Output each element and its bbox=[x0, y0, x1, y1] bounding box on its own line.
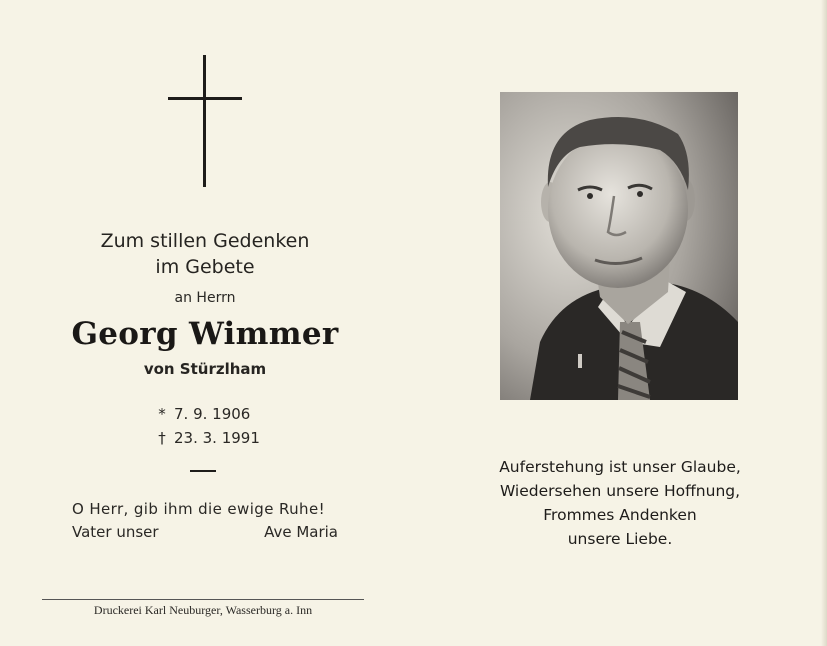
prayer-ave-maria: Ave Maria bbox=[264, 523, 338, 541]
birth-date: 7. 9. 1906 bbox=[174, 405, 251, 423]
footer-rule bbox=[42, 599, 364, 600]
death-date: 23. 3. 1991 bbox=[174, 429, 260, 447]
deceased-name: Georg Wimmer bbox=[71, 316, 339, 352]
card-edge bbox=[821, 0, 827, 646]
birth-row bbox=[150, 402, 260, 426]
memorial-intro bbox=[40, 228, 370, 280]
prayer-vater-unser: Vater unser bbox=[72, 523, 159, 541]
divider-dash bbox=[190, 470, 216, 472]
prayer-line: O Herr, gib ihm die ewige Ruhe! bbox=[72, 500, 325, 518]
death-dagger-icon: † bbox=[158, 429, 166, 447]
honorific: an Herrn bbox=[174, 290, 236, 306]
death-row bbox=[150, 426, 260, 450]
cross-icon bbox=[168, 55, 242, 187]
life-dates bbox=[150, 402, 260, 450]
verse-line-3: Frommes Andenken bbox=[543, 506, 697, 524]
intro-line-2: im Gebete bbox=[155, 256, 255, 278]
memorial-verse bbox=[490, 455, 750, 551]
deceased-origin: von Stürzlham bbox=[143, 360, 267, 378]
verse-line-4: unsere Liebe. bbox=[567, 530, 673, 548]
prayer-block bbox=[72, 500, 338, 541]
printer-credit: Druckerei Karl Neuburger, Wasserburg a. Inn bbox=[93, 603, 313, 617]
verse-line-1: Auferstehung ist unser Glaube, bbox=[499, 458, 741, 476]
verse-line-2: Wiedersehen unsere Hoffnung, bbox=[499, 482, 741, 500]
intro-line-1: Zum stillen Gedenken bbox=[100, 230, 310, 252]
portrait-photo bbox=[500, 92, 738, 400]
birth-star-icon: * bbox=[158, 405, 166, 423]
